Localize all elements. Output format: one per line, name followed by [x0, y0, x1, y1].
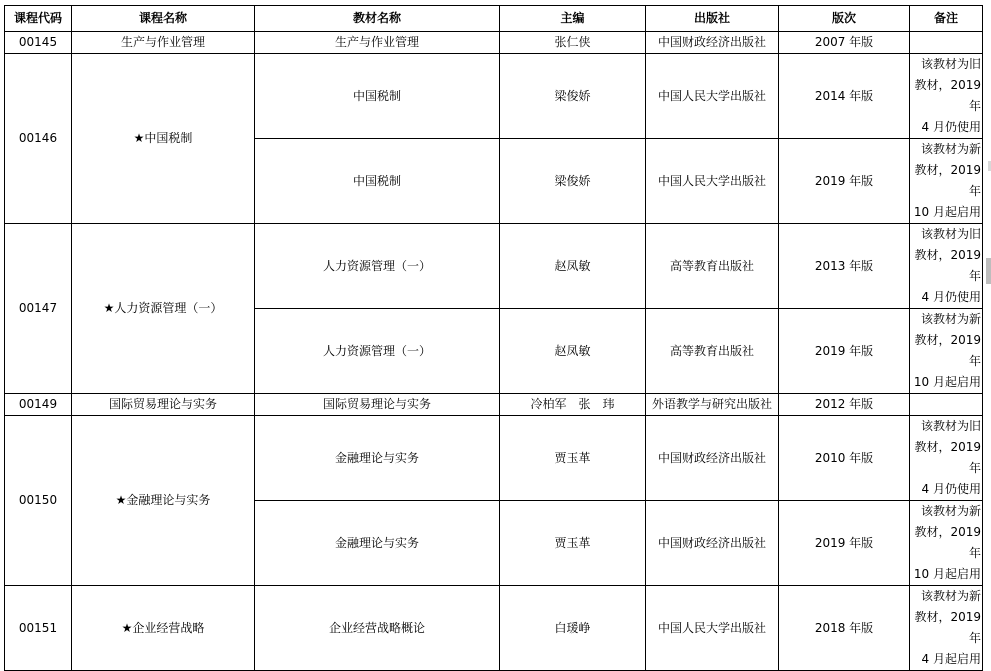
course-name: ★企业经营战略: [72, 586, 255, 671]
editor: 贾玉革: [500, 416, 646, 501]
textbook-title: 人力资源管理（一）: [255, 224, 500, 309]
page-edge-mark: [986, 258, 991, 284]
course-code: 00145: [5, 32, 72, 54]
editor: 赵凤敏: [500, 309, 646, 394]
edition: 2007 年版: [779, 32, 910, 54]
note: 该教材为新 教材，2019 年 10 月起启用: [910, 309, 983, 394]
note: 该教材为新 教材，2019 年 10 月起启用: [910, 139, 983, 224]
header-edition: 版次: [779, 6, 910, 32]
table-row: [5, 54, 983, 139]
edition: 2019 年版: [779, 139, 910, 224]
edition: 2019 年版: [779, 501, 910, 586]
textbook-title: 人力资源管理（一）: [255, 309, 500, 394]
edition: 2010 年版: [779, 416, 910, 501]
textbook-title: 生产与作业管理: [255, 32, 500, 54]
editor: 梁俊娇: [500, 54, 646, 139]
edition: 2012 年版: [779, 394, 910, 416]
course-name: ★中国税制: [72, 54, 255, 224]
textbook-title: 金融理论与实务: [255, 416, 500, 501]
publisher: 中国人民大学出版社: [646, 139, 779, 224]
header-note: 备注: [910, 6, 983, 32]
textbook-table: [4, 5, 983, 671]
course-name: ★金融理论与实务: [72, 416, 255, 586]
header-course-code: 课程代码: [5, 6, 72, 32]
textbook-title: 国际贸易理论与实务: [255, 394, 500, 416]
header-row: [5, 6, 983, 32]
edition: 2018 年版: [779, 586, 910, 671]
publisher: 高等教育出版社: [646, 224, 779, 309]
course-name: ★人力资源管理（一）: [72, 224, 255, 394]
publisher: 中国人民大学出版社: [646, 586, 779, 671]
table-row: [5, 32, 983, 54]
textbook-title: 企业经营战略概论: [255, 586, 500, 671]
note: [910, 32, 983, 54]
editor: 张仁侠: [500, 32, 646, 54]
note: [910, 394, 983, 416]
publisher: 中国财政经济出版社: [646, 501, 779, 586]
header-textbook-name: 教材名称: [255, 6, 500, 32]
note: 该教材为旧 教材，2019 年 4 月仍使用: [910, 416, 983, 501]
note: 该教材为新 教材，2019 年 4 月起启用: [910, 586, 983, 671]
table-row: [5, 416, 983, 501]
edition: 2013 年版: [779, 224, 910, 309]
edition: 2014 年版: [779, 54, 910, 139]
publisher: 中国财政经济出版社: [646, 32, 779, 54]
note: 该教材为旧 教材，2019 年 4 月仍使用: [910, 54, 983, 139]
note: 该教材为旧 教材，2019 年 4 月仍使用: [910, 224, 983, 309]
header-editor: 主编: [500, 6, 646, 32]
course-code: 00150: [5, 416, 72, 586]
note: 该教材为新 教材，2019 年 10 月起启用: [910, 501, 983, 586]
editor: 白瑗峥: [500, 586, 646, 671]
publisher: 中国财政经济出版社: [646, 416, 779, 501]
course-name: 生产与作业管理: [72, 32, 255, 54]
editor: 贾玉革: [500, 501, 646, 586]
textbook-title: 中国税制: [255, 139, 500, 224]
editor: 赵凤敏: [500, 224, 646, 309]
table-row: [5, 586, 983, 671]
course-name: 国际贸易理论与实务: [72, 394, 255, 416]
publisher: 高等教育出版社: [646, 309, 779, 394]
table-row: [5, 394, 983, 416]
publisher: 外语教学与研究出版社: [646, 394, 779, 416]
header-publisher: 出版社: [646, 6, 779, 32]
course-code: 00151: [5, 586, 72, 671]
course-code: 00149: [5, 394, 72, 416]
editor: 梁俊娇: [500, 139, 646, 224]
course-code: 00147: [5, 224, 72, 394]
editor: 冷柏军 张 玮: [500, 394, 646, 416]
edition: 2019 年版: [779, 309, 910, 394]
textbook-title: 中国税制: [255, 54, 500, 139]
publisher: 中国人民大学出版社: [646, 54, 779, 139]
table-row: [5, 224, 983, 309]
header-course-name: 课程名称: [72, 6, 255, 32]
textbook-title: 金融理论与实务: [255, 501, 500, 586]
course-code: 00146: [5, 54, 72, 224]
